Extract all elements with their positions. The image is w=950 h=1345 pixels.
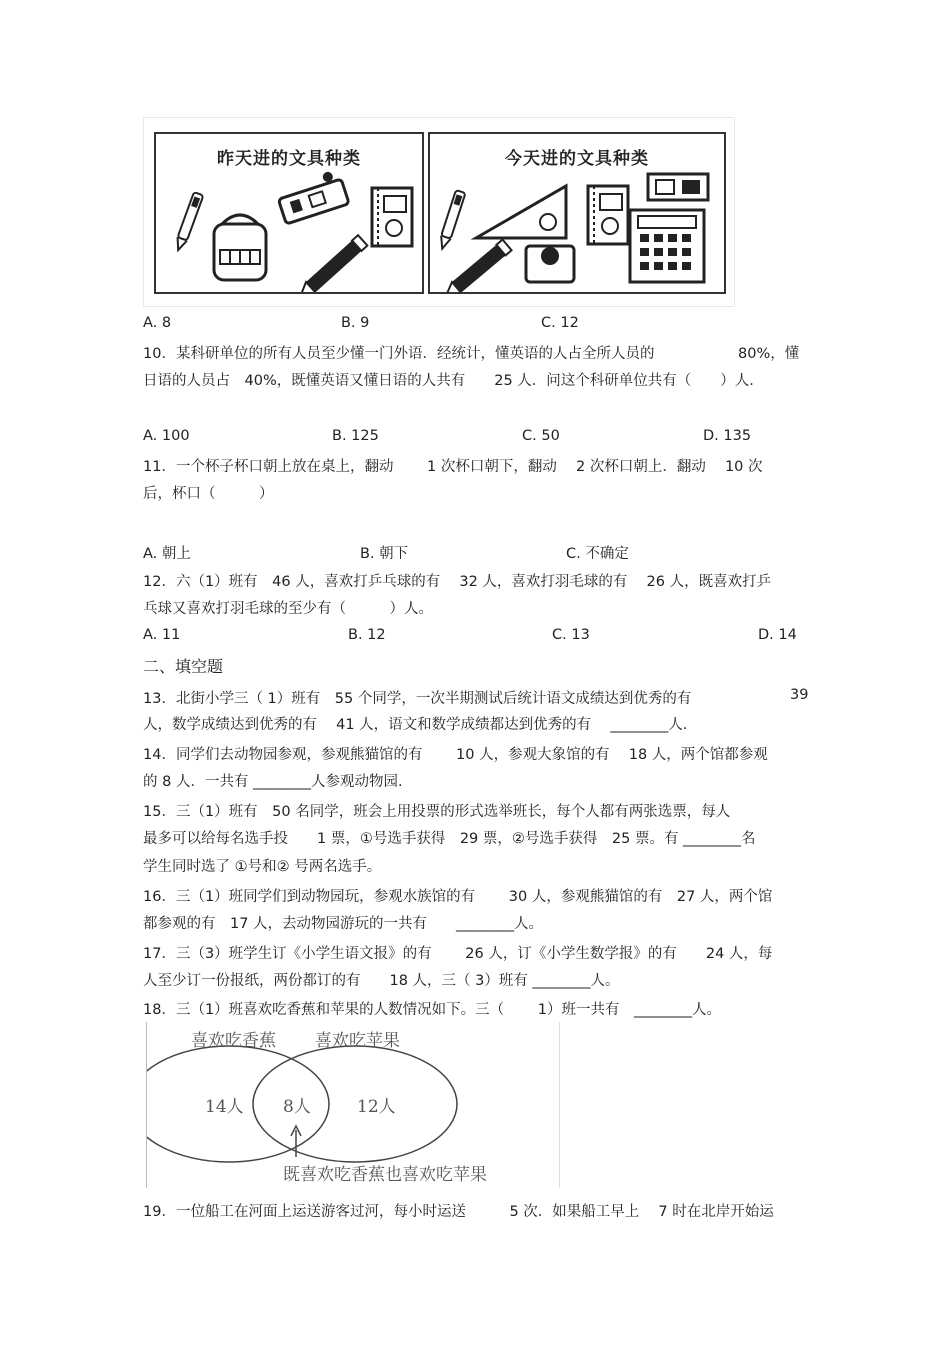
stationery-figure bbox=[143, 117, 735, 307]
tape-icon bbox=[648, 174, 708, 200]
q12-option-d: D. 14 bbox=[758, 627, 797, 643]
q13-line1: 13．北街小学三（ 1）班有 55 个同学，一次半期测试后统计语文成绩达到优秀的有 bbox=[143, 691, 692, 707]
q14-line1: 14．同学们去动物园参观，参观熊猫馆的有 10 人，参观大象馆的有 18 人，两个馆都参观 bbox=[143, 747, 768, 763]
q12-option-b: B. 12 bbox=[348, 627, 386, 643]
venn-diagram bbox=[146, 1022, 560, 1188]
q11-option-a: A. 朝上 bbox=[143, 546, 191, 562]
q11-option-b: B. 朝下 bbox=[360, 546, 409, 562]
venn-right-label: 喜欢吃苹果 bbox=[315, 1031, 400, 1051]
panel-today bbox=[428, 132, 726, 294]
q18-line1: 18．三（1）班喜欢吃香蕉和苹果的人数情况如下。三（ 1）班一共有 ________人。 bbox=[143, 1002, 722, 1018]
venn-middle-value: 8人 bbox=[283, 1097, 311, 1117]
pencil-sharpener-icon bbox=[526, 246, 574, 282]
q10-option-d: D. 135 bbox=[703, 428, 752, 444]
panel-yesterday bbox=[154, 132, 424, 294]
q15-line2: 最多可以给每名选手投 1 票，①号选手获得 29 票，②号选手获得 25 票。有 ________名 bbox=[143, 831, 756, 847]
q10-option-c: C. 50 bbox=[522, 428, 560, 444]
q9-option-b: B. 9 bbox=[341, 315, 370, 331]
calculator-icon bbox=[630, 210, 704, 282]
q10-option-a: A. 100 bbox=[143, 428, 190, 444]
q10-line2: 日语的人员占 40%，既懂英语又懂日语的人共有 25 人．问这个科研单位共有（ ）人． bbox=[143, 373, 764, 389]
q11-line1: 11．一个杯子杯口朝上放在桌上，翻动 1 次杯口朝下，翻动 2 次杯口朝上．翻动 10 次 bbox=[143, 459, 763, 475]
q12-line1: 12．六（1）班有 46 人，喜欢打乒乓球的有 32 人，喜欢打羽毛球的有 26 人，既喜欢打乒 bbox=[143, 574, 772, 590]
q15-line1: 15．三（1）班有 50 名同学，班会上用投票的形式选举班长，每个人都有两张选票，每人 bbox=[143, 804, 731, 820]
q19-line1: 19．一位船工在河面上运送游客过河，每小时运送 5 次．如果船工早上 7 时在北岸开始运 bbox=[143, 1204, 774, 1220]
section-title-fill-in: 二、填空题 bbox=[143, 657, 224, 676]
panel-yesterday-title: 昨天进的文具种类 bbox=[217, 149, 361, 169]
panel-today-title: 今天进的文具种类 bbox=[505, 149, 649, 169]
pencil-box-icon bbox=[275, 168, 349, 224]
q10-option-b: B. 125 bbox=[332, 428, 379, 444]
q9-option-c: C. 12 bbox=[541, 315, 579, 331]
q9-option-a: A. 8 bbox=[143, 315, 172, 331]
q17-line1: 17．三（3）班学生订《小学生语文报》的有 26 人，订《小学生数学报》的有 24 人，每 bbox=[143, 946, 773, 962]
q12-option-a: A. 11 bbox=[143, 627, 181, 643]
notebook-icon bbox=[588, 186, 628, 244]
pencil-icon bbox=[441, 240, 511, 292]
school-bag-icon bbox=[214, 215, 266, 280]
q17-line2: 人至少订一份报纸，两份都订的有 18 人，三（ 3）班有 ________人。 bbox=[143, 973, 620, 989]
q13-line1-end: 39 bbox=[790, 687, 809, 703]
q16-line2: 都参观的有 17 人，去动物园游玩的一共有 ________人。 bbox=[143, 916, 544, 932]
q11-option-c: C. 不确定 bbox=[566, 546, 629, 562]
q14-line2: 的 8 人．一共有 ________人参观动物园. bbox=[143, 774, 403, 790]
venn-right-value: 12人 bbox=[357, 1097, 396, 1117]
q13-line2: 人，数学成绩达到优秀的有 41 人，语文和数学成绩都达到优秀的有 ________人. bbox=[143, 717, 688, 733]
venn-bottom-label: 既喜欢吃香蕉也喜欢吃苹果 bbox=[283, 1165, 487, 1185]
q10-line1: 10．某科研单位的所有人员至少懂一门外语．经统计，懂英语的人占全所人员的 bbox=[143, 346, 655, 362]
triangle-ruler-icon bbox=[476, 186, 566, 238]
q12-line2: 乓球又喜欢打羽毛球的至少有（ ）人。 bbox=[143, 601, 433, 617]
notebook-icon bbox=[372, 188, 412, 246]
pen-icon bbox=[173, 192, 203, 252]
venn-left-value: 14人 bbox=[205, 1097, 244, 1117]
q15-line3: 学生同时选了 ①号和② 号两名选手。 bbox=[143, 859, 382, 875]
pencil-icon bbox=[296, 235, 368, 292]
venn-left-label: 喜欢吃香蕉 bbox=[191, 1031, 276, 1051]
q10-line1-end: 80%，懂 bbox=[738, 346, 800, 362]
q11-line2: 后，杯口（ ） bbox=[143, 486, 274, 502]
pen-icon bbox=[437, 190, 465, 250]
q16-line1: 16．三（1）班同学们到动物园玩，参观水族馆的有 30 人，参观熊猫馆的有 27 人，两个馆 bbox=[143, 889, 773, 905]
q12-option-c: C. 13 bbox=[552, 627, 590, 643]
